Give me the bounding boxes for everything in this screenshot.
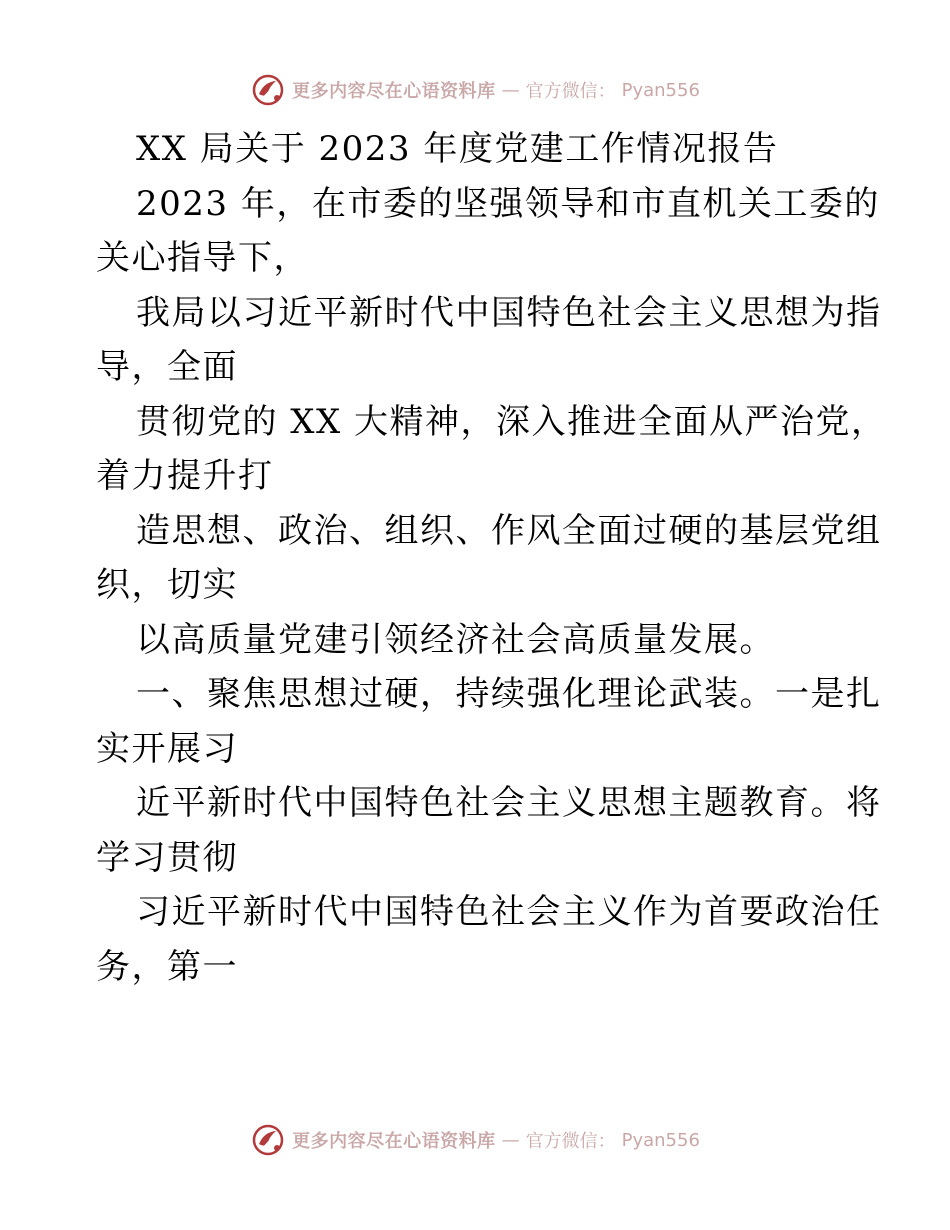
paragraph-line: 我局以习近平新时代中国特色社会主义思想为指	[136, 292, 882, 333]
banner-separator: —	[501, 1129, 520, 1151]
banner-wechat-id: Pyan556	[621, 1129, 700, 1151]
banner-wechat-label: 官方微信：	[525, 1131, 616, 1152]
paragraph-line: 务，第一	[96, 946, 238, 987]
banner-wechat-label: 官方微信：	[525, 81, 616, 102]
banner-separator: —	[501, 79, 520, 101]
paragraph-line: 织，切实	[96, 565, 238, 605]
header-watermark	[0, 70, 950, 110]
section-heading-line: 一、聚焦思想过硬，持续强化理论武装。一是扎	[136, 674, 882, 714]
paragraph-line: 以高质量党建引领经济社会高质量发展。	[136, 619, 775, 660]
banner-wechat-id: Pyan556	[621, 79, 700, 101]
brand-logo-icon	[250, 72, 286, 108]
banner-text: 更多内容尽在心语资料库	[292, 1131, 496, 1152]
footer-watermark	[0, 1120, 950, 1160]
paragraph-line: 学习贯彻	[96, 837, 238, 878]
paragraph-line: 实开展习	[96, 728, 238, 769]
banner-text: 更多内容尽在心语资料库	[292, 81, 496, 102]
paragraph-line: 习近平新时代中国特色社会主义作为首要政治任	[136, 892, 882, 932]
paragraph-line: 贯彻党的 XX 大精神，深入推进全面从严治党，	[136, 401, 887, 442]
paragraph-line: 造思想、政治、组织、作风全面过硬的基层党组	[136, 510, 882, 551]
document-body	[96, 122, 887, 994]
paragraph-line: 导，全面	[96, 347, 238, 387]
document-title: XX 局关于 2023 年度党建工作情况报告	[136, 129, 779, 169]
paragraph-line: 2023 年，在市委的坚强领导和市直机关工委的	[136, 183, 880, 224]
paragraph-line: 着力提升打	[96, 456, 274, 496]
paragraph-line: 关心指导下，	[96, 238, 309, 278]
brand-logo-icon	[250, 1122, 286, 1158]
paragraph-line: 近平新时代中国特色社会主义思想主题教育。将	[136, 783, 882, 823]
